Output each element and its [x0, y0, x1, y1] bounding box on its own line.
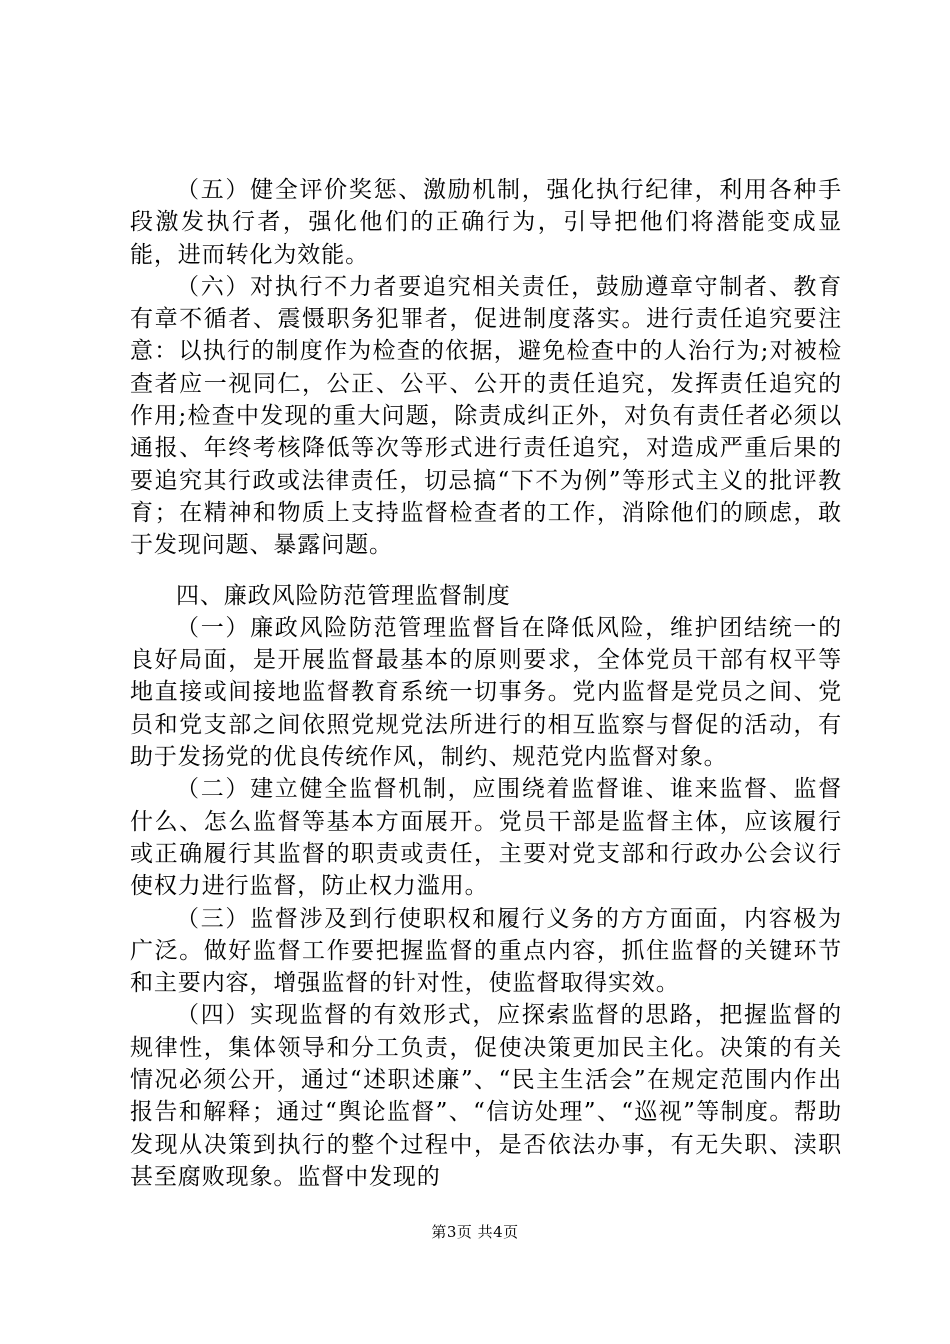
paragraph-2: （二）建立健全监督机制，应围绕着监督谁、谁来监督、监督什么、怎么监督等基本方面展开。党员干部是监督主体，应该履行或正确履行其监督的职责或责任，主要对党支部和行政办公会议行使权力进行监督，防止权力滥用。 [130, 776, 842, 900]
paragraph-5: （五）健全评价奖惩、激励机制，强化执行纪律，利用各种手段激发执行者，强化他们的正确行为，引导把他们将潜能变成显能，进而转化为效能。 [130, 177, 842, 268]
page-number-footer: 第3页 共4页 [431, 1223, 519, 1241]
paragraph-3: （三）监督涉及到行使职权和履行义务的方方面面，内容极为广泛。做好监督工作要把握监督的重点内容，抓住监督的关键环节和主要内容，增强监督的针对性，使监督取得实效。 [130, 905, 842, 997]
paragraph-4: （四）实现监督的有效形式，应探索监督的思路，把握监督的规律性，集体领导和分工负责，促使决策更加民主化。决策的有关情况必须公开，通过“述职述廉”、“民主生活会”在规定范围内作出报告和解释；通过“舆论监督”、“信访处理”、“巡视”等制度。帮助发现从决策到执行的整个过程中，是否依法办事，有无失职、渎职甚至腐败现象。监督中发现的 [130, 1002, 842, 1190]
document-body [130, 174, 842, 1193]
section-heading: 四、廉政风险防范管理监督制度 [176, 582, 511, 609]
paragraph-6: （六）对执行不力者要追究相关责任，鼓励遵章守制者、教育有章不循者、震慑职务犯罪者，促进制度落实。进行责任追究要注意：以执行的制度作为检查的依据，避免检查中的人治行为;对被检查者应一视同仁，公正、公平、公开的责任追究，发挥责任追究的作用;检查中发现的重大问题，除责成纠正外，对负有责任者必须以通报、年终考核降低等次等形式进行责任追究，对造成严重后果的要追究其行政或法律责任，切忌搞“下不为例”等形式主义的批评教育；在精神和物质上支持监督检查者的工作，消除他们的顾虑，敢于发现问题、暴露问题。 [130, 273, 842, 559]
paragraph-1: （一）廉政风险防范管理监督旨在降低风险，维护团结统一的良好局面，是开展监督最基本的原则要求，全体党员干部有权平等地直接或间接地监督教育系统一切事务。党内监督是党员之间、党员和党支部之间依照党规党法所进行的相互监察与督促的活动，有助于发扬党的优良传统作风，制约、规范党内监督对象。 [130, 614, 842, 771]
